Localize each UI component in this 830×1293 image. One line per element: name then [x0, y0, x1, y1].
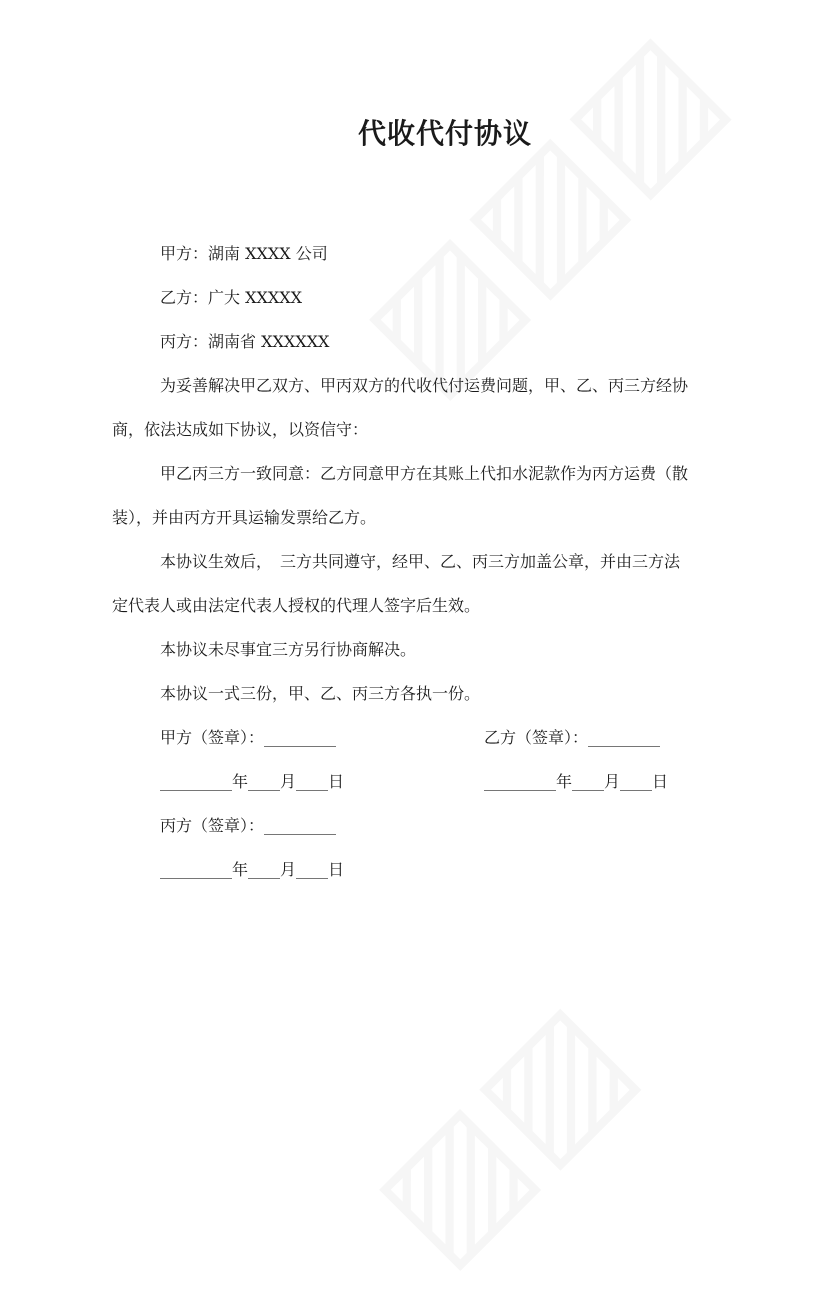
party-c-line: 丙方：湖南省 XXXXXX: [160, 332, 330, 351]
paragraph-2-line-1: 甲乙丙三方一致同意：乙方同意甲方在其账上代扣水泥款作为丙方运费（散: [160, 464, 689, 483]
paragraph-1-line-2: 商，依法达成如下协议，以资信守：: [112, 420, 369, 439]
paragraph-1-line-1: 为妥善解决甲乙双方、甲丙双方的代收代付运费问题，甲、乙、丙三方经协: [160, 376, 689, 395]
party-a-date: _________年____月____日: [160, 772, 345, 791]
paragraph-4: 本协议未尽事宜三方另行协商解决。: [160, 640, 417, 659]
party-c-signature: 丙方（签章）：_________: [160, 816, 337, 835]
document-title: 代收代付协议: [357, 117, 532, 150]
watermark: [330, 0, 754, 423]
party-b-date: _________年____月____日: [484, 772, 669, 791]
party-a-line: 甲方：湖南 XXXX 公司: [160, 244, 328, 263]
party-c-date: _________年____月____日: [160, 860, 345, 879]
party-b-signature: 乙方（签章）：_________: [484, 728, 661, 747]
paragraph-3-line-2: 定代表人或由法定代表人授权的代理人签字后生效。: [112, 596, 481, 615]
party-b-line: 乙方：广大 XXXXX: [160, 288, 303, 307]
paragraph-5: 本协议一式三份，甲、乙、丙三方各执一份。: [160, 684, 481, 703]
paragraph-3-line-1: 本协议生效后， 三方共同遵守，经甲、乙、丙三方加盖公章，并由三方法: [160, 552, 681, 571]
party-a-signature: 甲方（签章）：_________: [160, 728, 337, 747]
watermark-bottom: [340, 970, 663, 1293]
paragraph-2-line-2: 装），并由丙方开具运输发票给乙方。: [112, 508, 377, 527]
